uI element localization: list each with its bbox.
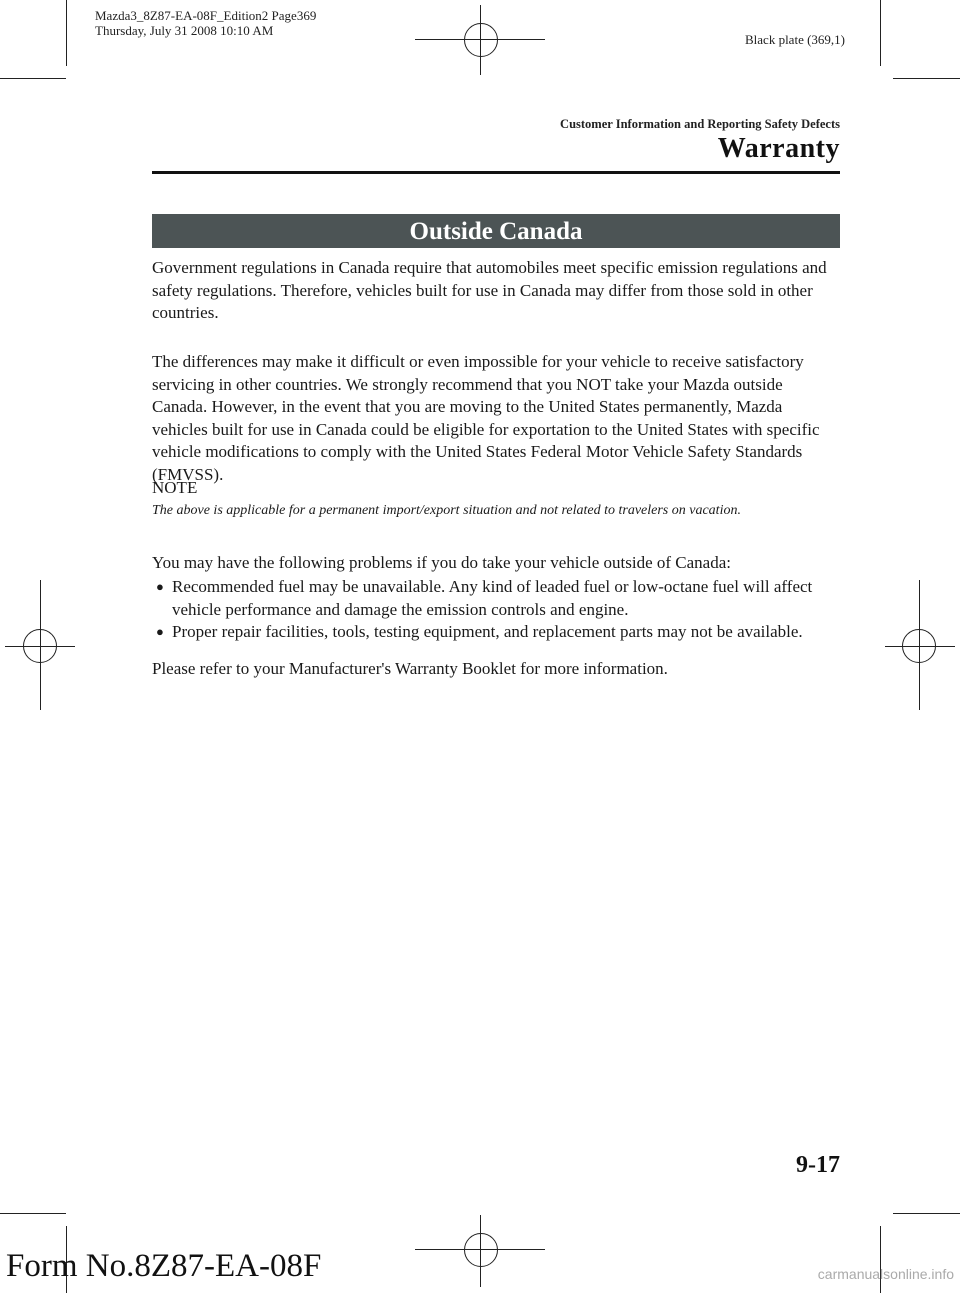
paragraph: Government regulations in Canada require that automobiles meet specific emission regulations and safety regulations. Therefore, vehicles built for use in Canada may differ from those sold in other countries. [152,258,827,322]
watermark: carmanualsonline.info [817,1266,954,1282]
chapter-title: Warranty [717,133,840,164]
crop-mark [0,1213,66,1214]
bullet-icon: ● [156,579,164,594]
form-number: Form No.8Z87-EA-08F [6,1248,322,1284]
bullet-icon: ● [156,624,164,639]
job-slug-file: Mazda3_8Z87-EA-08F_Edition2 Page369 [95,8,317,23]
crop-mark [880,1226,881,1293]
list-item-text: Recommended fuel may be unavailable. Any kind of leaded fuel or low-octane fuel will affect vehicle performance and damage the emission controls and engine. [172,577,813,619]
crop-mark [66,0,67,66]
crop-mark [893,78,960,79]
page-number: 9-17 [796,1152,840,1178]
closing-paragraph: Please refer to your Manufacturer's Warranty Booklet for more information. [152,659,668,678]
problem-list [152,576,842,644]
job-slug-date: Thursday, July 31 2008 10:10 AM [95,23,274,38]
crop-mark [893,1213,960,1214]
section-banner: Outside Canada [152,214,840,248]
note-text: The above is applicable for a permanent import/export situation and not related to travelers on vacation. [152,503,741,518]
crop-mark [880,0,881,66]
list-item [152,576,842,621]
problems-intro: You may have the following problems if you do take your vehicle outside of Canada: [152,553,731,572]
header-rule [152,171,840,174]
paragraph: The differences may make it difficult or even impossible for your vehicle to receive satisfactory servicing in other countries. We strongly recommend that you NOT take your Mazda outside Canada. However, in the event that you are moving to the United States permanently, Mazda vehicles built for use in Canada could be eligible for exportation to the United States with specific vehicle modifications to comply with the United States Federal Motor Vehicle Safety Standards (FMVSS). [152,352,820,484]
crop-mark [0,78,66,79]
section-title: Customer Information and Reporting Safety Defects [560,117,840,131]
plate-label: Black plate (369,1) [745,32,845,47]
note-label: NOTE [152,478,198,497]
job-slug [95,8,316,38]
list-item [152,621,842,644]
list-item-text: Proper repair facilities, tools, testing equipment, and replacement parts may not be available. [172,622,803,641]
